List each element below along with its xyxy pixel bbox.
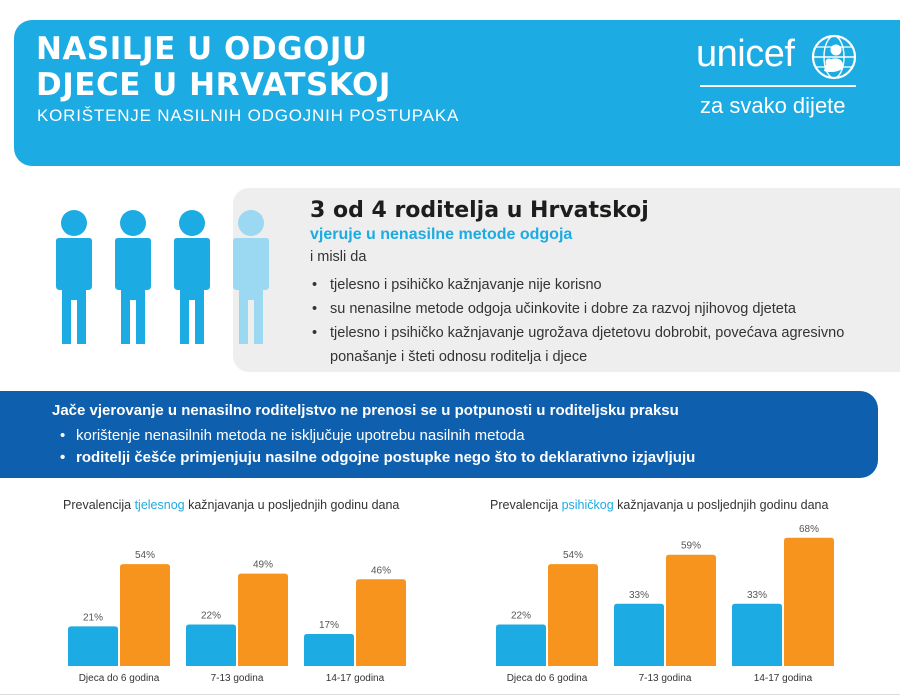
parents-stat-heading: 3 od 4 roditelja u Hrvatskoj [310,198,649,223]
data-label: 33% [746,589,768,601]
list-item: • roditelji češće primjenjuju nasilne odgojne postupke nego što to deklarativno izjavljuju [60,447,695,469]
chart-title-prefix: Prevalencija [490,498,562,512]
list-item: • korištenje nenasilnih metoda ne isključuje upotrebu nasilnih metoda [60,425,695,447]
list-item: • su nenasilne metode odgoja učinkovite i dobre za razvoj njihovog djeteta [312,297,872,321]
belief-list [312,273,872,369]
practice-band-list [60,425,695,469]
x-tick-label: 14-17 godina [753,673,813,684]
unicef-logo-word: unicef [696,33,795,75]
bar-series-orange-1 [666,555,716,666]
bar-series-blue-0 [68,626,118,666]
physical-chart-title [63,498,399,512]
data-label: 17% [318,619,340,631]
data-label: 49% [252,559,274,571]
x-tick-label: Djeca do 6 godina [506,673,588,684]
page-title-line2: DJECE U HRVATSKOJ [36,67,391,103]
person-icon [174,210,210,344]
unicef-emblem-icon [810,33,858,81]
chart-title-suffix: kažnjavanja u posljednjih godinu dana [613,498,829,512]
data-label: 22% [200,610,222,622]
parents-stat-subheading: vjeruje u nenasilne metode odgoja [310,226,573,243]
person-icon [233,210,269,344]
data-label: 59% [680,540,702,552]
chart-title-prefix: Prevalencija [63,498,135,512]
data-label: 54% [562,550,584,562]
bar-series-orange-2 [356,579,406,666]
x-tick-label: 7-13 godina [210,673,264,684]
psychological-punishment-chart [478,523,898,690]
bar-series-orange-0 [120,564,170,666]
bar-series-blue-1 [186,625,236,666]
parents-stat-intro: i misli da [310,249,367,265]
parents-figure-group [46,208,286,348]
bar-series-blue-2 [304,634,354,666]
bar-series-blue-1 [614,604,664,666]
person-icon [56,210,92,344]
data-label: 33% [628,589,650,601]
bar-series-orange-1 [238,574,288,666]
chart-title-highlight: tjelesnog [134,498,185,512]
page-subtitle: KORIŠTENJE NASILNIH ODGOJNIH POSTUPAKA [37,106,460,125]
person-icon [115,210,151,344]
physical-punishment-chart [50,530,470,690]
page-bottom-divider [0,694,900,695]
bar-series-blue-2 [732,604,782,666]
logo-divider [700,85,856,87]
bar-series-blue-0 [496,625,546,666]
chart-title-suffix: kažnjavanja u posljednjih godinu dana [184,498,400,512]
page-title-line1: NASILJE U ODGOJU [36,31,368,67]
practice-band-title: Jače vjerovanje u nenasilno roditeljstvo ne prenosi se u potpunosti u roditeljsku praksu [52,402,679,419]
data-label: 68% [798,523,820,535]
unicef-tagline: za svako dijete [700,93,846,118]
data-label: 46% [370,565,392,577]
list-item: • tjelesno i psihičko kažnjavanje nije korisno [312,273,872,297]
list-item: • tjelesno i psihičko kažnjavanje ugrožava djetetovu dobrobit, povećava agresivno ponašanje i šteti odnosu roditelja i djece [312,321,872,369]
x-tick-label: 7-13 godina [638,673,692,684]
x-tick-label: Djeca do 6 godina [78,673,160,684]
data-label: 54% [134,550,156,562]
chart-title-highlight: psihičkog [561,498,614,512]
data-label: 21% [82,612,104,624]
bar-series-orange-2 [784,538,834,666]
data-label: 22% [510,610,532,622]
x-tick-label: 14-17 godina [325,673,385,684]
psych-chart-title [490,498,828,512]
bar-series-orange-0 [548,564,598,666]
